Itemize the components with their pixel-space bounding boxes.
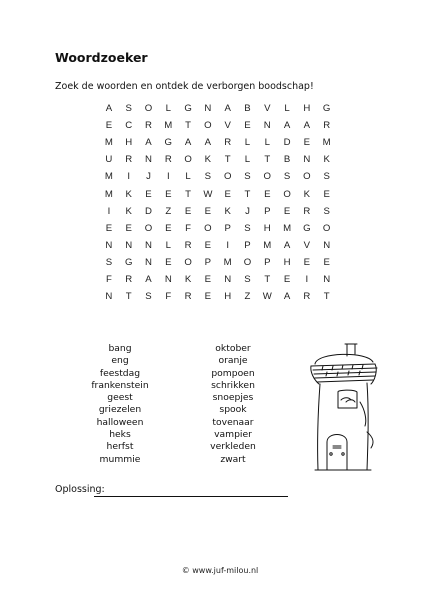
word-list-item: snoepjes [212,392,254,404]
grid-letter: A [204,137,212,149]
grid-letter: N [145,239,152,251]
grid-letter: O [144,103,153,115]
grid-letter: G [322,103,331,115]
grid-letter: E [125,222,132,234]
grid-letter: T [185,120,192,132]
grid-letter: Z [244,291,251,303]
grid-letter: A [105,103,113,115]
grid-letter: A [283,120,291,132]
grid-letter: R [224,137,232,149]
word-list-item: zwart [220,453,246,465]
grid-letter: Z [165,205,172,217]
grid-letter: E [184,205,192,217]
grid-letter: E [204,205,212,217]
grid-letter: A [303,120,311,132]
grid-letter: A [184,137,192,149]
grid-letter: M [164,120,173,132]
grid-letter: E [283,273,291,285]
grid-letter: O [204,120,212,132]
grid-letter: O [263,171,271,183]
grid-letter: O [204,222,212,234]
grid-letter: L [185,171,191,183]
grid-letter: J [245,205,250,217]
grid-letter: T [224,154,231,166]
grid-letter: I [127,171,131,183]
grid-letter: B [244,103,251,115]
grid-letter: E [323,188,330,200]
grid-letter: N [303,154,311,166]
grid-letter: E [283,205,291,217]
grid-letter: S [204,171,212,183]
grid-letter: V [303,239,311,251]
grid-letter: E [145,188,152,200]
grid-letter: S [125,103,132,115]
grid-letter: K [184,273,192,285]
grid-letter: E [264,188,271,200]
grid-letter: R [303,291,311,303]
grid-letter: O [243,256,252,268]
grid-letter: N [145,154,152,166]
grid-letter: F [185,222,192,234]
word-list-item: bang [108,343,132,354]
grid-letter: K [125,188,132,200]
grid-letter: E [244,120,251,132]
grid-letter: R [303,205,311,217]
grid-letter: L [244,137,251,149]
grid-letter: L [165,103,171,115]
grid-letter: H [263,222,271,234]
grid-letter: B [283,154,291,166]
footer-credit: © www.juf-milou.nl [181,566,259,575]
grid-letter: H [125,137,133,149]
grid-letter: P [224,222,231,234]
grid-letter: K [204,154,212,166]
grid-letter: G [184,103,192,115]
grid-letter: N [323,273,331,285]
haunted-house-illustration [305,342,380,477]
grid-letter: P [264,205,271,217]
grid-letter: I [107,205,111,217]
word-list-left [65,343,175,466]
grid-letter: E [105,222,113,234]
grid-letter: A [283,291,291,303]
grid-letter: D [283,137,291,149]
word-list-item: oktober [215,343,251,354]
grid-letter: S [244,222,251,234]
grid-letter: O [283,188,291,200]
grid-letter: M [322,137,331,149]
grid-letter: G [303,222,311,234]
word-list-item: griezelen [98,404,142,416]
grid-letter: T [264,273,271,285]
word-list-item: spook [219,404,247,416]
grid-letter: E [165,188,172,200]
grid-letter: O [303,171,311,183]
letter-grid [99,100,337,305]
grid-letter: S [244,273,251,285]
grid-letter: V [264,103,271,115]
grid-letter: K [323,154,330,166]
grid-letter: N [105,291,113,303]
grid-letter: I [226,239,230,251]
word-list-item: herfst [106,441,134,453]
grid-letter: G [164,137,173,149]
grid-letter: N [105,239,113,251]
solution-label: Oplossing: [55,484,105,495]
grid-letter: N [204,103,212,115]
word-list-item: frankenstein [91,379,149,391]
grid-letter: O [223,171,232,183]
grid-letter: E [165,256,172,268]
grid-letter: W [203,188,213,200]
word-list-item: schrikken [211,379,255,391]
page-title: Woordzoeker [55,50,148,65]
grid-letter: A [224,103,231,115]
grid-letter: P [244,239,251,251]
grid-letter: L [165,239,171,251]
word-list-item: verkleden [210,441,256,453]
grid-letter: N [263,120,271,132]
instructions: Zoek de woorden en ontdek de verborgen boodschap! [55,81,314,92]
word-list-item: halloween [96,416,144,428]
grid-letter: N [164,273,172,285]
grid-letter: L [284,103,290,115]
solution-answer-line[interactable] [94,496,288,497]
grid-letter: E [204,239,212,251]
grid-letter: E [204,291,212,303]
grid-letter: U [105,154,113,166]
grid-letter: K [224,205,231,217]
word-list-item: pompoen [211,367,255,379]
word-list-item: tovenaar [212,416,254,428]
grid-letter: P [264,256,271,268]
grid-letter: N [224,273,232,285]
word-list-right [178,343,288,466]
grid-letter: T [244,188,251,200]
grid-letter: E [165,222,172,234]
grid-letter: H [303,103,311,115]
word-list-item: geest [107,392,133,404]
grid-letter: S [323,205,330,217]
grid-letter: M [223,256,232,268]
grid-letter: T [264,154,271,166]
grid-letter: O [322,222,331,234]
word-list-item: eng [111,355,129,367]
grid-letter: N [125,239,133,251]
grid-letter: M [283,222,292,234]
word-list-item: oranje [218,355,248,367]
grid-letter: M [263,239,272,251]
grid-letter: T [125,291,132,303]
grid-letter: O [184,154,192,166]
grid-letter: E [323,256,330,268]
grid-letter: D [145,205,152,217]
grid-letter: R [125,154,133,166]
grid-letter: H [224,291,232,303]
grid-letter: R [323,120,331,132]
grid-letter: V [224,120,231,132]
grid-letter: G [124,256,133,268]
grid-letter: T [323,291,330,303]
grid-letter: S [323,171,330,183]
grid-letter: H [283,256,291,268]
grid-letter: I [166,171,170,183]
grid-letter: M [104,171,113,183]
grid-letter: E [303,137,311,149]
grid-letter: A [145,137,152,149]
grid-letter: R [164,154,172,166]
grid-letter: F [165,291,172,303]
grid-letter: P [204,256,212,268]
word-list-item: heks [109,429,131,441]
grid-letter: E [303,256,311,268]
grid-letter: M [104,188,113,200]
grid-letter: S [145,291,152,303]
grid-letter: R [184,239,192,251]
grid-letter: R [184,291,192,303]
grid-letter: S [105,256,113,268]
grid-letter: E [105,120,113,132]
grid-letter: A [283,239,291,251]
grid-letter: O [144,222,153,234]
grid-letter: K [125,205,132,217]
word-list-item: feestdag [99,367,141,379]
grid-letter: T [185,188,192,200]
grid-letter: N [323,239,331,251]
grid-letter: N [145,256,152,268]
grid-letter: I [305,273,309,285]
grid-letter: O [184,256,192,268]
grid-letter: S [244,171,251,183]
word-list-item: vampier [214,429,252,441]
grid-letter: M [104,137,113,149]
grid-letter: E [204,273,212,285]
grid-letter: R [145,120,152,132]
grid-letter: C [125,120,133,132]
grid-letter: S [283,171,291,183]
grid-letter: E [224,188,231,200]
grid-letter: R [125,273,133,285]
word-list-item: mummie [99,453,141,465]
grid-letter: W [262,291,272,303]
grid-letter: J [146,171,151,183]
grid-letter: A [145,273,152,285]
grid-letter: F [105,273,112,285]
grid-letter: K [303,188,311,200]
grid-letter: L [244,154,251,166]
grid-letter: L [264,137,270,149]
